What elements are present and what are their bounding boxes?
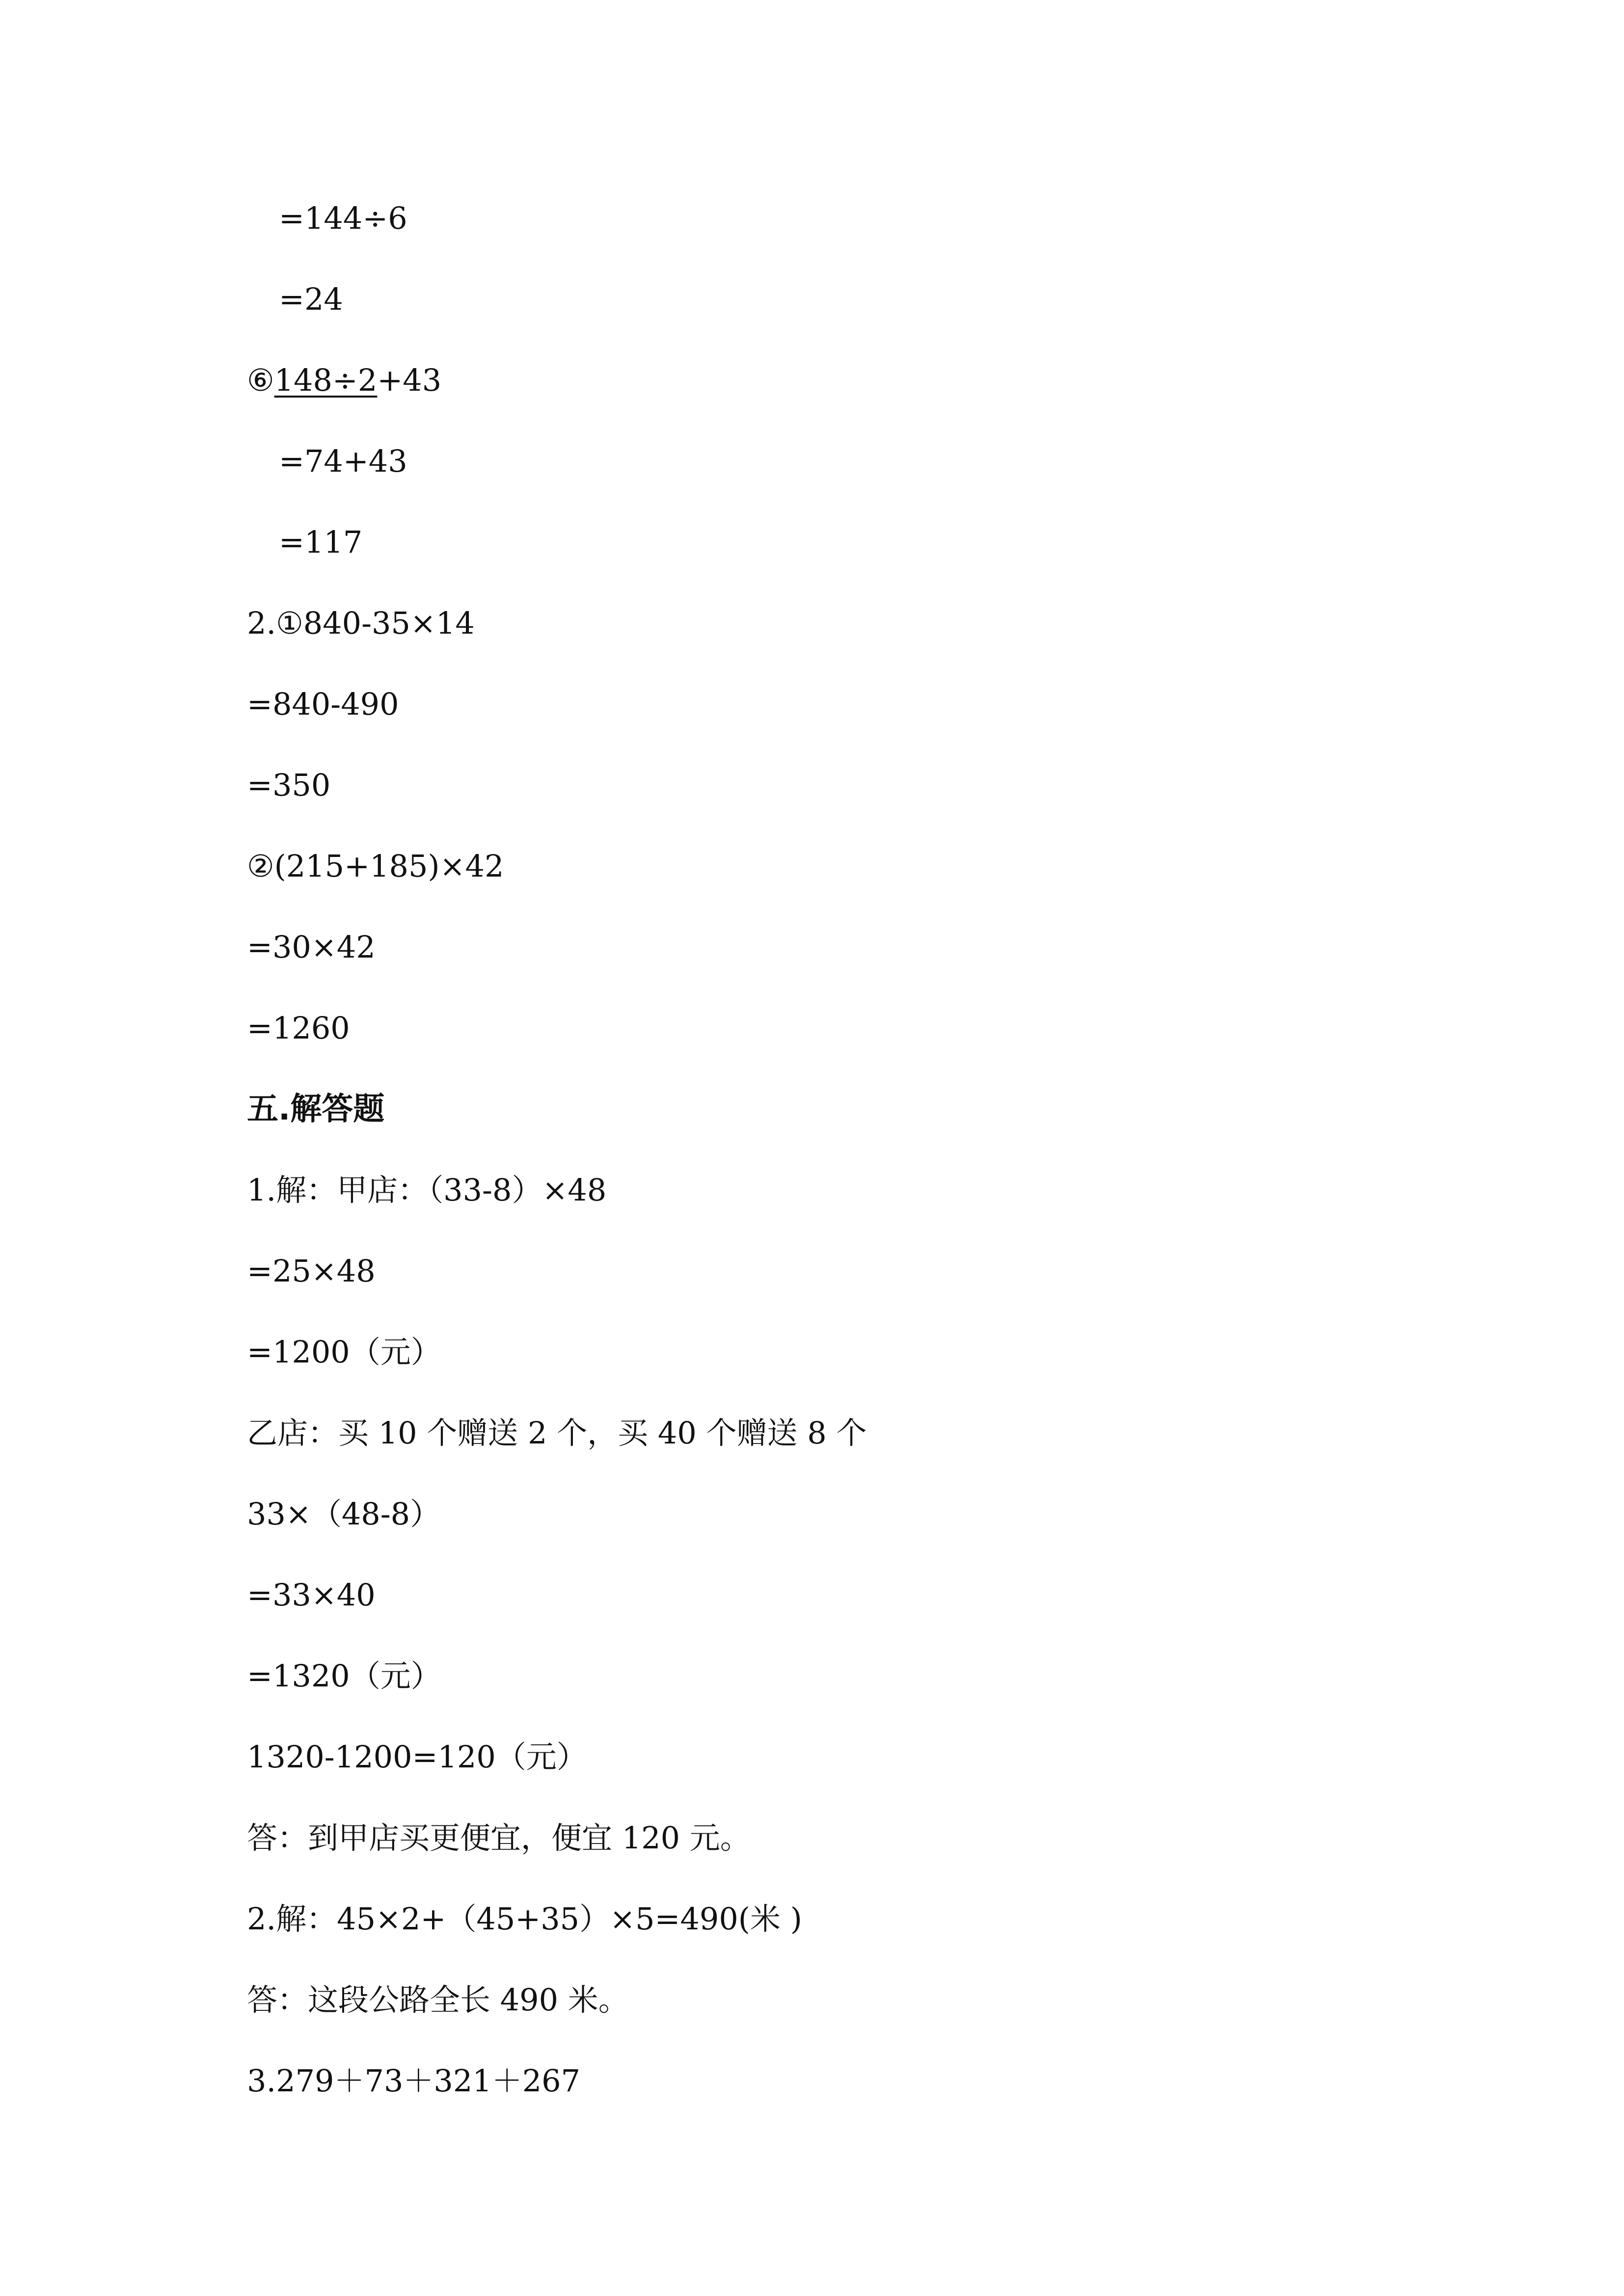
- answer-3-line: 3.279＋73＋321＋267: [247, 2063, 581, 2099]
- calc-line: =350: [247, 767, 331, 803]
- calc-line: =1260: [247, 1010, 350, 1046]
- calc-line: =1320（元）: [247, 1658, 441, 1694]
- calc-line: =74+43: [279, 443, 407, 479]
- calc-line: =840-490: [247, 686, 399, 722]
- section-heading: 五.解答题: [247, 1091, 385, 1127]
- answer-2-line: 2.解：45×2+（45+35）×5=490(米 ): [247, 1901, 802, 1937]
- circled-number: ⑥: [247, 362, 274, 398]
- problem-6-line: [247, 361, 441, 400]
- calc-line: =33×40: [247, 1577, 376, 1613]
- calc-line: =1200（元）: [247, 1334, 441, 1370]
- calc-suffix: +43: [377, 362, 442, 398]
- problem-2-1-line: 2.①840-35×14: [247, 605, 475, 641]
- answer-statement: 答：到甲店买更便宜，便宜 120 元。: [247, 1820, 751, 1856]
- problem-2-2-line: ②(215+185)×42: [247, 848, 504, 884]
- answer-1-line: 乙店：买 10 个赠送 2 个，买 40 个赠送 8 个: [247, 1415, 867, 1451]
- calc-line: 33×（48-8）: [247, 1496, 441, 1532]
- calc-line: =144÷6: [279, 200, 407, 236]
- calc-line: =30×42: [247, 929, 376, 965]
- answer-1-line: 1.解：甲店：（33-8）×48: [247, 1172, 607, 1208]
- calc-line: =25×48: [247, 1253, 376, 1289]
- calc-line: =117: [279, 524, 363, 560]
- answer-statement: 答：这段公路全长 490 米。: [247, 1982, 629, 2018]
- underlined-step: 148÷2: [274, 362, 378, 398]
- calc-line: =24: [279, 281, 343, 317]
- calc-line: 1320-1200=120（元）: [247, 1739, 587, 1775]
